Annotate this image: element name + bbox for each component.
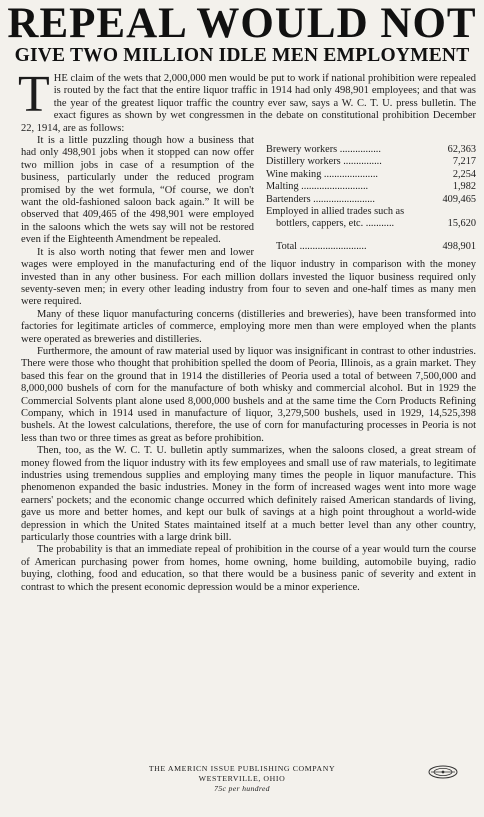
total-value: 498,901 <box>442 240 476 252</box>
row-label: Brewery workers ................ <box>266 144 381 156</box>
paragraph-3: Many of these liquor manufacturing concerns (distilleries and breweries), have been transformed into factories for legitimate articles of commerce, employing more men than were employed when the plants were operated as breweries and distilleries. <box>21 308 476 345</box>
price-note: 75c per hundred <box>214 784 270 793</box>
paragraph-1 <box>18 66 476 135</box>
row-label: Employed in allied trades such as <box>266 206 405 218</box>
drop-cap: T <box>18 66 50 123</box>
total-label: Total .......................... <box>276 240 367 252</box>
row-value: 62,363 <box>447 144 476 156</box>
row-value: 15,620 <box>447 218 476 230</box>
headline-subtitle: GIVE TWO MILLION IDLE MEN EMPLOYMENT <box>14 45 470 66</box>
publisher-name: THE AMERICN ISSUE PUBLISHING COMPANY <box>148 764 336 773</box>
paragraph-1-lead: HE claim of the wets that 2,000,000 men would be put to work if national prohibition were repealed is routed by the fact that the entire liquor traffic in 1914 had only 498,901 employees; and that was the year of the greatest liquor traffic the country ever saw, says a W. C. T. U. press bulletin. The exact figures as shown by wet congressmen in the debate on constitutional prohibition December 22, 1914, are as follows: <box>21 73 476 134</box>
row-label: bottlers, cappers, etc. ........... <box>276 218 395 230</box>
row-value: 1,982 <box>452 181 476 193</box>
union-label-icon <box>428 765 458 779</box>
row-value: 409,465 <box>442 193 476 205</box>
table-row-allied <box>266 218 476 230</box>
table-row <box>266 194 476 206</box>
row-label: Bartenders ........................ <box>266 193 375 205</box>
table-row <box>266 181 476 193</box>
table-row <box>266 144 476 156</box>
table-row-allied-label <box>266 206 476 218</box>
employment-table <box>266 144 476 253</box>
paragraph-2: It is also worth noting that fewer men and lower wages were employed in the manufacturing end of the liquor industry in comparison with the money invested than in any other business. For each million dollars invested the liquor business required only seventy-seven men; in every other leading industry from four to seven and one-half times as many men were required. <box>21 246 476 308</box>
paragraph-1-continued: It is a little puzzling though how a business that had only 498,901 jobs when it stopped can now offer two million jobs in case of a resumption of the business, particularly under the reduced program promised by the wet formula, “Of course, we don't want the old-fashioned saloon back again.” It will be observed that 409,465 of the 498,901 were employed in the saloons which the wets say will not be restored even if the Eighteenth Amendment be repealed. <box>21 135 254 246</box>
row-value: 2,254 <box>452 168 476 180</box>
row-label: Distillery workers ............... <box>266 156 382 168</box>
publisher-city: WESTERVILLE, OHIO <box>198 774 286 783</box>
row-label: Wine making ..................... <box>266 168 378 180</box>
row-label: Malting .......................... <box>266 181 369 193</box>
table-row <box>266 169 476 181</box>
paragraph-4: Furthermore, the amount of raw material used by liquor was insignificant in contrast to other industries. There were those who thought that prohibition spelled the doom of Peoria, Illinois, as a grain market. They based this fear on the ground that in 1914 the distilleries of Peoria used a total of between 7,500,000 and 8,000,000 bushels of corn for the manufacture of both whisky and commercial alcohol. But in 1929 the Commercial Solvents plant alone used 8,000,000 bushels and at the same time the Corn Products Refining Company, which in 1914 used in manufacture of liquor, 3,279,500 bushels, used in 1929, 14,525,398 bushels. At the lowest calculations, therefore, the use of corn for manufacturing processes in Peoria is not less than two or three times as great as before prohibition. <box>21 345 476 444</box>
row-value: 7,217 <box>452 156 476 168</box>
headline-main: REPEAL WOULD NOT <box>7 0 477 47</box>
publisher-imprint <box>0 764 484 794</box>
table-row-total <box>266 241 476 253</box>
paragraph-5: Then, too, as the W. C. T. U. bulletin aptly summarizes, when the saloons closed, a great stream of money flowed from the liquor industry with its few employees and small use of raw materials, to legitimate industries using tremendous supplies and employing many times the people in liquor manufacture. This phenomenon expanded the basic industries. Money in the form of increased wages went into more wage earners' pockets; and the economic change occurred which definitely raised American standards of living, gave us more and better homes, and kept our bulk of savings at a high point throughout a world-wide depression in which the United States maintained itself at a much better level than any other country, particularly those countries with a large drink bill. <box>21 445 476 544</box>
paragraph-6: The probability is that an immediate repeal of prohibition in the course of a year would turn the course of American purchasing power from homes, home owning, home building, automobile buying, radio buying, clothing, food and education, so that there would be a business panic of severity and extent in contrast to which the present economic depression would be a minor experience. <box>21 544 476 593</box>
table-row <box>266 156 476 168</box>
article-body <box>18 66 476 594</box>
